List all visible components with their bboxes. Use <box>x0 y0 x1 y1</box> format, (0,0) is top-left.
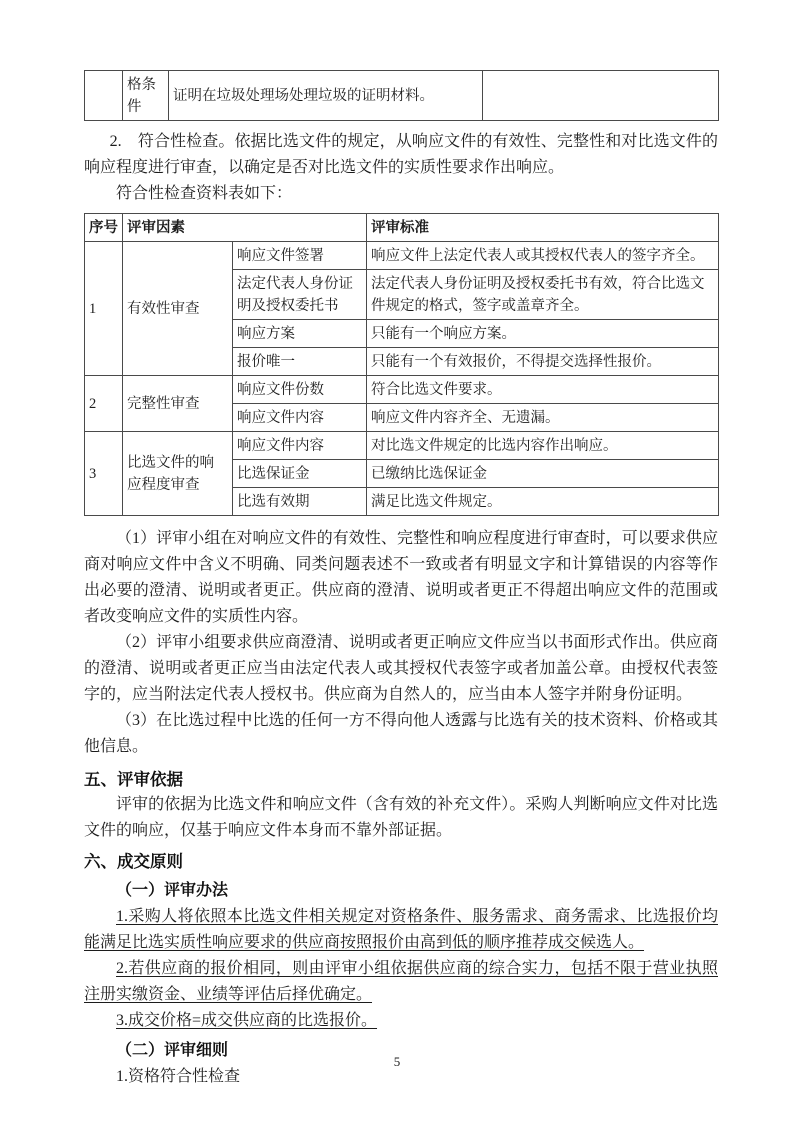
compliance-review-table <box>84 213 719 516</box>
section-heading-award-principles: 六、成交原则 <box>84 852 183 871</box>
cell-sub-factor: 报价唯一 <box>233 348 367 376</box>
header-standard: 评审标准 <box>367 214 719 242</box>
rule-paragraph-2: 2.若供应商的报价相同，则由评审小组依据供应商的综合实力，包括不限于营业执照注册实缴资金、业绩等评估后择优确定。 <box>84 960 718 1003</box>
cell-group-no: 2 <box>85 376 123 432</box>
cell-sub-factor: 响应文件签署 <box>233 242 367 270</box>
cell-group-factor: 完整性审查 <box>123 376 233 432</box>
section5-body: 评审的依据为比选文件和响应文件（含有效的补充文件）。采购人判断响应文件对比选文件的响应，仅基于响应文件本身而不靠外部证据。 <box>84 796 718 839</box>
cell-sub-factor: 响应文件内容 <box>233 432 367 460</box>
cell-standard: 响应文件内容齐全、无遗漏。 <box>367 404 719 432</box>
header-seq: 序号 <box>85 214 123 242</box>
table-cell-seq <box>85 71 123 121</box>
table-header-row <box>85 214 719 242</box>
cell-standard: 符合比选文件要求。 <box>367 376 719 404</box>
paragraph-compliance-check: 2. 符合性检查。依据比选文件的规定，从响应文件的有效性、完整性和对比选文件的响应程度进行审查，以确定是否对比选文件的实质性要求作出响应。 <box>84 133 718 176</box>
cell-sub-factor: 响应方案 <box>233 320 367 348</box>
cell-sub-factor: 响应文件内容 <box>233 404 367 432</box>
table-row <box>85 432 719 460</box>
cell-sub-factor: 响应文件份数 <box>233 376 367 404</box>
cell-group-factor: 有效性审查 <box>123 242 233 376</box>
cell-sub-factor: 比选保证金 <box>233 460 367 488</box>
cell-group-factor: 比选文件的响应程度审查 <box>123 432 233 516</box>
cell-standard: 已缴纳比选保证金 <box>367 460 719 488</box>
table-cell-criteria: 证明在垃圾处理场处理垃圾的证明材料。 <box>169 71 483 121</box>
cell-standard: 只能有一个响应方案。 <box>367 320 719 348</box>
cell-group-no: 1 <box>85 242 123 376</box>
table-row <box>85 376 719 404</box>
subsection-heading-review-method: （一）评审办法 <box>116 882 229 899</box>
cell-standard: 响应文件上法定代表人或其授权代表人的签字齐全。 <box>367 242 719 270</box>
subsection-heading-review-details: （二）评审细则 <box>116 1042 229 1059</box>
table-row <box>85 242 719 270</box>
header-factor: 评审因素 <box>123 214 367 242</box>
section-heading-review-basis: 五、评审依据 <box>84 770 183 789</box>
item-qualification-compliance-check: 1.资格符合性检查 <box>116 1068 241 1085</box>
cell-standard: 只能有一个有效报价，不得提交选择性报价。 <box>367 348 719 376</box>
rule-paragraph-3: 3.成交价格=成交供应商的比选报价。 <box>116 1012 378 1029</box>
cell-standard: 对比选文件规定的比选内容作出响应。 <box>367 432 719 460</box>
cell-sub-factor: 比选有效期 <box>233 488 367 516</box>
note-paragraph-3: （3）在比选过程中比选的任何一方不得向他人透露与比选有关的技术资料、价格或其他信息。 <box>84 712 718 755</box>
table-row <box>85 71 719 121</box>
page-number: 5 <box>393 1054 401 1069</box>
qualification-table-fragment <box>84 70 719 121</box>
cell-group-no: 3 <box>85 432 123 516</box>
rule-paragraph-1: 1.采购人将依照本比选文件相关规定对资格条件、服务需求、商务需求、比选报价均能满足比选实质性响应要求的供应商按照报价由高到低的顺序推荐成交候选人。 <box>84 908 718 951</box>
table-cell-factor: 格条件 <box>123 71 169 121</box>
cell-standard: 满足比选文件规定。 <box>367 488 719 516</box>
note-paragraph-1: （1）评审小组在对响应文件的有效性、完整性和响应程度进行审查时，可以要求供应商对响应文件中含义不明确、同类问题表述不一致或者有明显文字和计算错误的内容等作出必要的澄清、说明或者更正。供应商的澄清、说明或者更正不得超出响应文件的范围或者改变响应文件的实质性内容。 <box>84 530 718 625</box>
cell-sub-factor: 法定代表人身份证明及授权委托书 <box>233 270 367 320</box>
cell-standard: 法定代表人身份证明及授权委托书有效，符合比选文件规定的格式，签字或盖章齐全。 <box>367 270 719 320</box>
note-paragraph-2: （2）评审小组要求供应商澄清、说明或者更正响应文件应当以书面形式作出。供应商的澄清、说明或者更正应当由法定代表人或其授权代表签字或者加盖公章。由授权代表签字的，应当附法定代表人授权书。供应商为自然人的，应当由本人签字并附身份证明。 <box>84 634 718 703</box>
paragraph-table-intro: 符合性检查资料表如下： <box>116 185 293 202</box>
table-cell-empty <box>483 71 719 121</box>
